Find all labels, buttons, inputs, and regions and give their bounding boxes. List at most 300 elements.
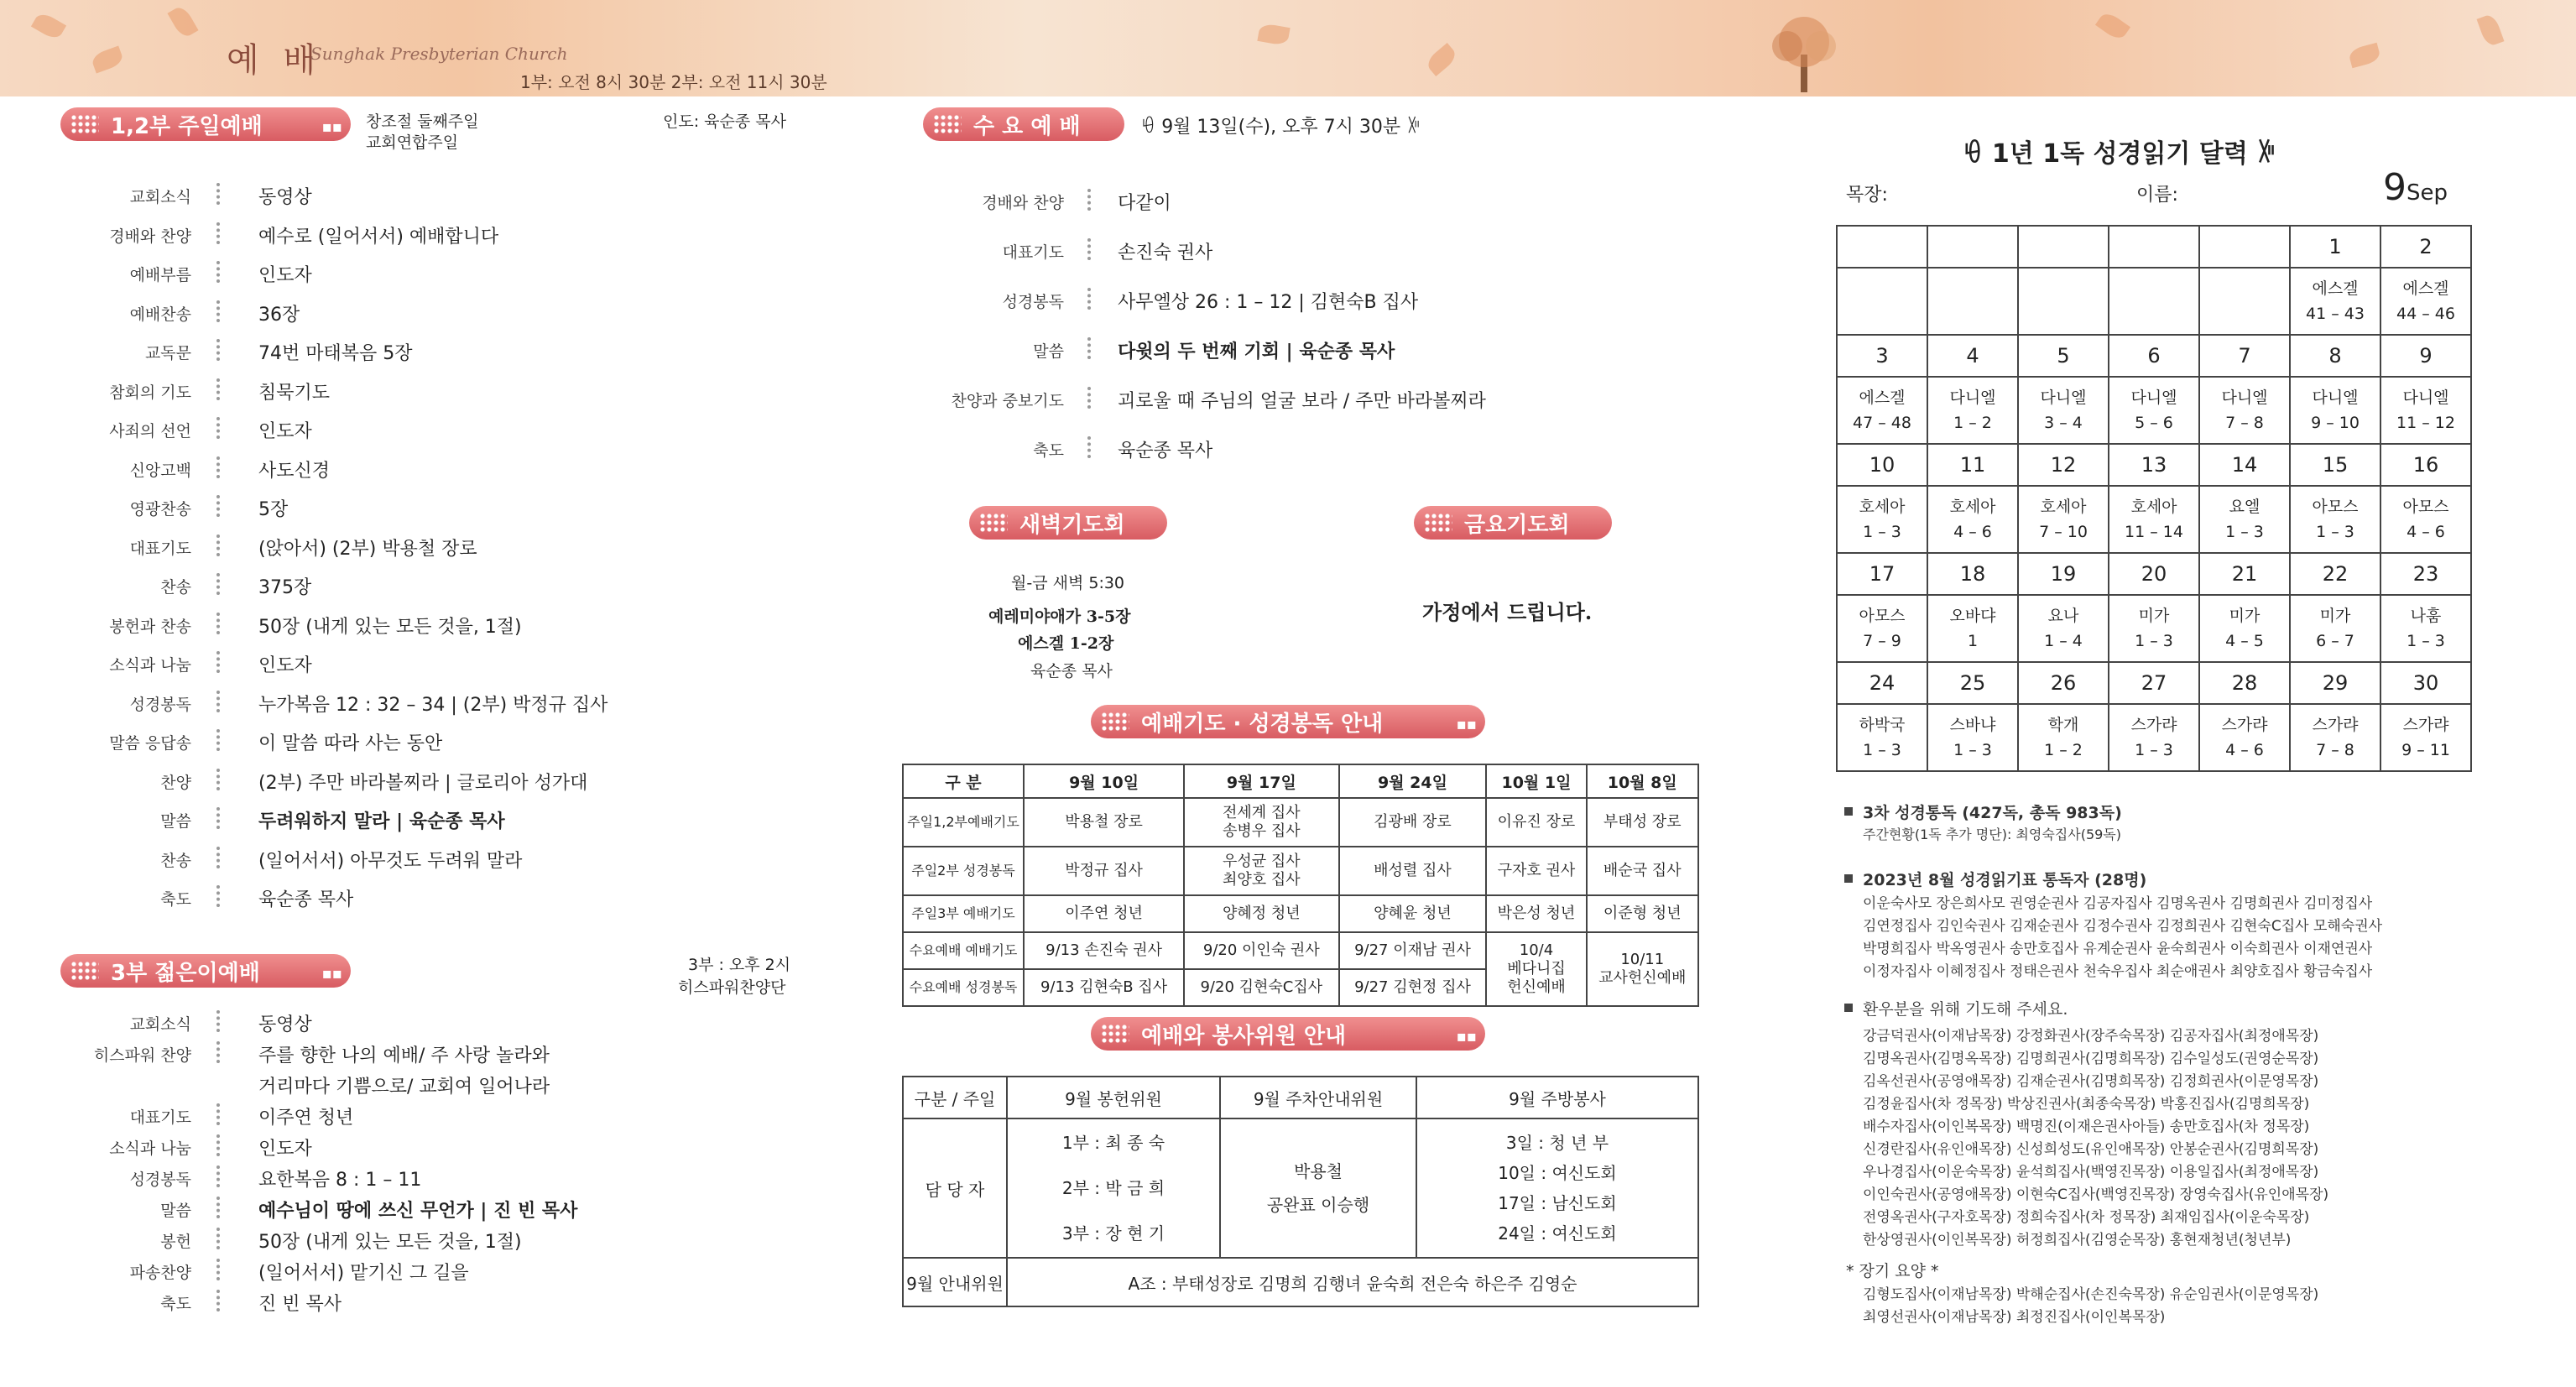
table-header: 구 분 [903,764,1024,798]
table-header: 10월 8일 [1587,764,1698,798]
table-header: 구분 / 주일 [903,1077,1007,1118]
order-label: 말씀 [160,1202,191,1220]
order-label: 말씀 [1033,342,1064,361]
reading-calendar [1836,225,2472,772]
order-label: 찬양과 중보기도 [951,392,1064,410]
order-value: 진 빈 목사 [258,1294,342,1315]
order-value: 동영상 [258,187,312,208]
finishers-title: 2023년 8월 성경읽기표 통독자 (28명) [1863,871,2147,889]
order-value: 이 말씀 따라 사는 동안 [258,733,443,754]
reading-title: 3차 성경통독 (427독, 총독 983독) [1863,804,2122,822]
dotted-separator [216,573,224,595]
list-item: 전영옥권사(구자호목장) 정희숙집사(차 정목장) 최재임집사(이운숙목장) [1863,1209,2310,1226]
order-value: 인도자 [258,421,312,442]
dotted-separator [216,613,224,634]
calendar-reading: 에스겔 41 – 43 [2290,268,2380,335]
dotted-separator [216,417,224,439]
calendar-day: 4 [1927,335,2018,377]
calendar-day: 19 [2018,553,2109,595]
calendar-day: 30 [2380,662,2471,704]
list-item: 김명옥권사(김명옥목장) 김명희권사(김명희목장) 김수일성도(권영순목장) [1863,1051,2319,1067]
table-header: 9월 봉헌위원 [1007,1077,1220,1118]
table-cell: 이준형 청년 [1587,895,1698,932]
order-value: 36장 [258,304,300,326]
list-item: 이인숙권사(공영애목장) 이현숙C집사(백영진목장) 장영숙집사(유인애목장) [1863,1186,2329,1203]
dotted-separator [216,534,224,556]
order-label: 봉헌 [160,1233,191,1251]
order-value: 5장 [258,499,289,520]
calendar-reading [2199,268,2290,335]
calendar-day: 1 [2290,226,2380,268]
order-value: (일어서서) 아무것도 두려워 말라 [258,850,523,872]
kitchen-cell [1416,1118,1698,1258]
order-label: 히스파워 찬양 [93,1046,191,1065]
dots-icon: ▪▪ [1456,716,1477,733]
list-item: 김정윤집사(차 정목장) 박상진권사(최종숙목장) 박홍진집사(김명희목장) [1863,1096,2310,1113]
table-cell: 박용철 장로 [1024,798,1184,847]
order-label: 교회소식 [129,188,191,206]
calendar-day: 26 [2018,662,2109,704]
dots-icon [1424,513,1452,533]
order-label: 축도 [160,1295,191,1313]
calendar-title: ꀺ 1년 1독 성경읽기 달력 ꀻ [1963,139,2276,169]
calendar-day: 13 [2109,444,2199,486]
calendar-reading: 다니엘 1 – 2 [1927,377,2018,444]
section-title: 예배기도 · 성경봉독 안내 [1141,711,1384,737]
calendar-day: 14 [2199,444,2290,486]
list-item: 김연정집사 김인숙권사 김재순권사 김정수권사 김정희권사 김현숙C집사 모해숙권사 [1863,918,2383,935]
list-item: 박명희집사 박옥영권사 송만호집사 유계순권사 윤숙희권사 이숙희권사 이재연권사 [1863,941,2373,957]
table-header: 9월 주차안내위원 [1220,1077,1416,1118]
section-sunday-service [60,107,351,141]
order-label: 파송찬양 [129,1264,191,1282]
section-dawn-prayer [969,506,1167,540]
wednesday-date: ꀺ 9월 13일(수), 오후 7시 30분 ꀻ [1141,117,1421,138]
dotted-separator [1087,436,1095,458]
order-value: 예수로 (일어서서) 예배합니다 [258,226,499,248]
calendar-reading [2018,268,2109,335]
calendar-reading [2109,268,2199,335]
parish-label: 목장: [1846,185,1888,206]
long-title: * 장기 요양 * [1846,1262,1939,1280]
calendar-reading: 요나 1 – 4 [2018,595,2109,662]
dotted-separator [216,769,224,790]
section-title: 3부 젊은이예배 [111,960,260,986]
order-value: 두려워하지 말라 | 육순종 목사 [258,811,505,832]
dawn-reading-2: 에스겔 1-2장 [1018,634,1114,653]
table-cell: 주일2부 성경봉독 [903,847,1024,895]
table-cell: 양혜정 청년 [1184,895,1338,932]
order-value: (2부) 주만 바라볼찌라 | 글로리아 성가대 [258,772,588,794]
bullet-icon [1844,874,1853,883]
table-cell: 이유진 장로 [1486,798,1586,847]
dotted-separator [216,729,224,751]
dawn-reading-1: 예레미야애가 3-5장 [988,607,1131,626]
calendar-reading: 스가랴 4 – 6 [2199,704,2290,771]
calendar-day: 23 [2380,553,2471,595]
calendar-reading: 호세아 4 – 6 [1927,486,2018,553]
table-cell: 전세계 집사 송병우 집사 [1184,798,1338,847]
order-label: 축도 [1033,441,1064,460]
dotted-separator [216,807,224,829]
order-value: 74번 마태복음 5장 [258,343,413,364]
order-value: 침묵기도 [258,382,331,404]
calendar-reading: 오바댜 1 [1927,595,2018,662]
parking-cell [1220,1118,1416,1258]
kitchen-1: 3일 : 청 년 부 [1505,1133,1609,1153]
order-label: 영광찬송 [129,500,191,519]
order-value: 괴로울 때 주님의 얼굴 보라 / 주만 바라볼찌라 [1118,391,1486,412]
offering-3: 3부 : 장 현 기 [1061,1223,1165,1244]
list-item: 이정자집사 이혜정집사 정태은권사 천숙우집사 최순애권사 최양호집사 황금숙집사 [1863,963,2373,980]
dots-icon [979,513,1008,533]
calendar-title-text: 1년 1독 성경읽기 달력 [1991,139,2248,169]
calendar-day [2199,226,2290,268]
table-cell: 주일1,2부예배기도 [903,798,1024,847]
table-cell: 10/4 베다니집 헌신예배 [1486,932,1586,1006]
calendar-day: 6 [2109,335,2199,377]
order-value: 50장 (내게 있는 모든 것을, 1절) [258,616,522,638]
order-label: 예배부름 [129,266,191,284]
calendar-day: 2 [2380,226,2471,268]
table-cell: 수요예배 성경봉독 [903,969,1024,1006]
table-cell: 9/20 이인숙 권사 [1184,932,1338,969]
parking-1: 박용철 [1294,1161,1343,1181]
order-label: 성경봉독 [1002,293,1064,311]
dotted-separator [216,300,224,322]
calendar-reading: 아모스 1 – 3 [2290,486,2380,553]
order-value: 거리마다 기쁨으로/ 교회여 일어나라 [258,1077,550,1098]
order-label: 성경봉독 [129,1171,191,1189]
calendar-reading: 다니엘 3 – 4 [2018,377,2109,444]
order-value: 주를 향한 나의 예배/ 주 사랑 놀라와 [258,1045,550,1066]
parking-2: 공완표 이승행 [1266,1195,1370,1215]
list-item: 배수자집사(이인복목장) 백명진(이재은권사아들) 송만호집사(차 정목장) [1863,1118,2310,1135]
kitchen-4: 24일 : 여신도회 [1498,1223,1617,1244]
section-friday-prayer [1414,506,1612,540]
calendar-day: 18 [1927,553,2018,595]
calendar-reading: 스가랴 1 – 3 [2109,704,2199,771]
order-value: 375장 [258,577,312,598]
list-item: 이운숙사모 장은희사모 권영순권사 김공자집사 김명옥권사 김명희권사 김미정집사 [1863,895,2373,912]
calendar-reading: 아모스 4 – 6 [2380,486,2471,553]
order-label: 교회소식 [129,1015,191,1034]
order-value: (일어서서) 맡기신 그 길을 [258,1263,469,1284]
dotted-separator [1087,288,1095,310]
order-label: 성경봉독 [129,695,191,714]
order-label: 경배와 찬양 [109,227,191,246]
order-label: 찬양 [160,773,191,792]
order-value: 육순종 목사 [258,889,354,910]
table-cell: 배성렬 집사 [1339,847,1487,895]
calendar-day: 8 [2290,335,2380,377]
calendar-month [2383,166,2448,209]
order-label: 대표기도 [129,1108,191,1127]
usher-list: A조 : 부태성장로 김명희 김행녀 윤숙희 전은숙 하은주 김영순 [1007,1258,1698,1306]
order-label: 경배와 찬양 [982,194,1064,212]
order-value: 육순종 목사 [1118,441,1213,461]
dots-icon [70,961,99,981]
kitchen-3: 17일 : 남신도회 [1498,1193,1617,1213]
wednesday-date-text: 9월 13일(수), 오후 7시 30분 [1161,117,1401,138]
order-value: 사무엘상 26 : 1 – 12 | 김현숙B 집사 [1118,292,1419,313]
calendar-day: 7 [2199,335,2290,377]
dotted-separator [216,651,224,673]
calendar-day: 17 [1837,553,1927,595]
order-value: 50장 (내게 있는 모든 것을, 1절) [258,1232,522,1253]
calendar-reading: 학개 1 – 2 [2018,704,2109,771]
calendar-reading: 다니엘 5 – 6 [2109,377,2199,444]
occasion-line-1: 창조절 둘째주일 [366,112,479,131]
table-header: 9월 17일 [1184,764,1338,798]
calendar-day: 15 [2290,444,2380,486]
dotted-separator [216,495,224,517]
row-label: 담 당 자 [903,1118,1007,1258]
calendar-day [1837,226,1927,268]
tree-icon [1754,8,1854,92]
calendar-reading: 하박국 1 – 3 [1837,704,1927,771]
calendar-day: 16 [2380,444,2471,486]
order-label: 대표기도 [129,539,191,558]
section-youth-service [60,954,351,988]
dotted-separator [1087,337,1095,359]
table-cell: 박은성 청년 [1486,895,1586,932]
list-item: 최영선권사(이재남목장) 최정진집사(이인복목장) [1863,1309,2166,1326]
calendar-day [2018,226,2109,268]
calendar-day: 5 [2018,335,2109,377]
page-title: 예 배 [227,41,322,80]
section-title: 수 요 예 배 [973,113,1081,139]
table-cell: 9/13 김현숙B 집사 [1024,969,1184,1006]
table-cell: 수요예배 예배기도 [903,932,1024,969]
order-value: 요한복음 8 : 1 – 11 [258,1170,422,1191]
dots-icon: ▪▪ [321,118,342,136]
calendar-reading: 호세아 7 – 10 [2018,486,2109,553]
order-value: (앉아서) (2부) 박용철 장로 [258,538,477,560]
calendar-reading: 미가 1 – 3 [2109,595,2199,662]
offering-cell [1007,1118,1220,1258]
calendar-day: 12 [2018,444,2109,486]
bullet-icon [1844,1004,1853,1012]
dots-icon [1101,712,1129,732]
youth-choir: 히스파워찬양단 [678,978,786,997]
table-header: 9월 주방봉사 [1416,1077,1698,1118]
order-label: 예배찬송 [129,305,191,324]
list-item: 신경란집사(유인애목장) 신성희성도(유인애목장) 안봉순권사(김명희목장) [1863,1141,2319,1158]
list-item: 김형도집사(이재남목장) 박해순집사(손진숙목장) 유순임권사(이문영목장) [1863,1286,2319,1303]
list-item: 김옥선권사(공영애목장) 김재순권사(김명희목장) 김정희권사(이문영목장) [1863,1073,2319,1090]
calendar-reading: 에스겔 44 – 46 [2380,268,2471,335]
dawn-time: 월-금 새벽 5:30 [1011,574,1125,592]
service-leader: 인도: 육순종 목사 [663,112,786,131]
calendar-reading: 스가랴 7 – 8 [2290,704,2380,771]
section-service-committee [1091,1017,1485,1051]
bullet-icon [1844,807,1853,816]
order-value: 사도신경 [258,460,331,482]
dotted-separator [216,1041,224,1063]
section-title: 1,2부 주일예배 [111,113,263,139]
calendar-day: 27 [2109,662,2199,704]
dotted-separator [216,339,224,361]
calendar-reading: 다니엘 7 – 8 [2199,377,2290,444]
dotted-separator [216,1228,224,1249]
table-cell: 9/13 손진숙 권사 [1024,932,1184,969]
list-item: 우나경집사(이운숙목장) 윤석희집사(백영진목장) 이용일집사(최정애목장) [1863,1164,2319,1181]
occasion-line-2: 교회연합주일 [366,133,459,152]
order-label: 대표기도 [1002,243,1064,262]
dots-icon: ▪▪ [1456,1028,1477,1045]
table-cell: 9/20 김현숙C집사 [1184,969,1338,1006]
section-title: 새벽기도회 [1019,512,1125,538]
dotted-separator [216,847,224,868]
dots-icon: ▪▪ [321,965,342,983]
calendar-reading: 에스겔 47 – 48 [1837,377,1927,444]
dotted-separator [216,1010,224,1032]
reading-sub: 주간현황(1독 추가 명단): 최영숙집사(59독) [1863,826,2121,842]
order-label: 찬송 [160,851,191,870]
table-cell: 우성균 집사 최양호 집사 [1184,847,1338,895]
calendar-reading [1837,268,1927,335]
dots-icon [70,114,99,134]
calendar-reading: 미가 4 – 5 [2199,595,2290,662]
order-value: 손진숙 권사 [1118,242,1213,263]
header-banner [0,0,2576,96]
church-name: Sunghak Presbyterian Church [310,44,568,64]
order-label: 신앙고백 [129,461,191,480]
youth-time: 3부 : 오후 2시 [688,956,791,974]
calendar-reading: 호세아 1 – 3 [1837,486,1927,553]
list-item: 한상영권사(이인복목장) 허정희집사(김영순목장) 홍현재청년(청년부) [1863,1232,2292,1249]
calendar-reading: 스가랴 9 – 11 [2380,704,2471,771]
order-value: 인도자 [258,655,312,676]
order-value: 인도자 [258,265,312,286]
table-cell: 배순국 집사 [1587,847,1698,895]
order-value: 예수님이 땅에 쓰신 무언가 | 진 빈 목사 [258,1200,578,1222]
calendar-day: 25 [1927,662,2018,704]
dots-icon [1101,1024,1129,1044]
table-cell: 부태성 장로 [1587,798,1698,847]
table-header: 10월 1일 [1486,764,1586,798]
dotted-separator [216,183,224,205]
calendar-day: 24 [1837,662,1927,704]
table-cell: 10/11 교사헌신예배 [1587,932,1698,1006]
calendar-day: 28 [2199,662,2290,704]
month-en: Sep [2407,180,2448,206]
prayer-schedule-table [902,764,1699,1007]
name-label: 이름: [2136,185,2178,206]
calendar-day: 22 [2290,553,2380,595]
calendar-reading: 스바냐 1 – 3 [1927,704,2018,771]
dotted-separator [216,1259,224,1280]
section-title: 예배와 봉사위원 안내 [1141,1023,1347,1049]
table-cell: 이주연 청년 [1024,895,1184,932]
calendar-reading: 다니엘 9 – 10 [2290,377,2380,444]
table-cell: 9/27 이재남 권사 [1339,932,1487,969]
kitchen-2: 10일 : 여신도회 [1498,1163,1617,1183]
dotted-separator [216,261,224,283]
dotted-separator [216,378,224,400]
calendar-day: 11 [1927,444,2018,486]
calendar-reading: 미가 6 – 7 [2290,595,2380,662]
dotted-separator [216,1134,224,1156]
dotted-separator [216,885,224,907]
calendar-day: 10 [1837,444,1927,486]
dotted-separator [216,1165,224,1187]
order-label: 교독문 [144,344,191,362]
dotted-separator [216,691,224,712]
offering-1: 1부 : 최 종 숙 [1061,1133,1165,1153]
dotted-separator [1087,387,1095,409]
order-label: 소식과 나눔 [109,656,191,675]
section-prayer-guide [1091,705,1485,738]
section-wednesday-service [923,107,1124,141]
dawn-preacher: 육순종 목사 [1030,662,1113,680]
calendar-reading: 다니엘 11 – 12 [2380,377,2471,444]
month-number: 9 [2383,166,2407,209]
calendar-day: 3 [1837,335,1927,377]
order-label: 봉헌과 찬송 [109,617,191,636]
offering-2: 2부 : 박 금 희 [1061,1178,1165,1198]
friday-note: 가정에서 드립니다. [1422,600,1593,624]
dotted-separator [216,1103,224,1125]
section-title: 금요기도회 [1464,512,1570,538]
table-header: 9월 10일 [1024,764,1184,798]
calendar-day: 20 [2109,553,2199,595]
calendar-day: 21 [2199,553,2290,595]
order-value: 동영상 [258,1014,312,1035]
dotted-separator [1087,189,1095,211]
calendar-reading: 나훔 1 – 3 [2380,595,2471,662]
service-times: 1부: 오전 8시 30분 2부: 오전 11시 30분 [520,72,827,92]
order-label: 말씀 응답송 [109,734,191,753]
table-cell: 박정규 집사 [1024,847,1184,895]
calendar-reading [1927,268,2018,335]
dots-icon [933,114,962,134]
calendar-reading: 아모스 7 – 9 [1837,595,1927,662]
order-label: 소식과 나눔 [109,1139,191,1158]
dotted-separator [216,1290,224,1311]
order-label: 말씀 [160,812,191,831]
order-value: 이주연 청년 [258,1108,354,1129]
calendar-reading: 호세아 11 – 14 [2109,486,2199,553]
order-value: 다윗의 두 번째 기회 | 육순종 목사 [1118,341,1395,362]
dotted-separator [216,1197,224,1218]
order-label: 찬송 [160,578,191,597]
calendar-day [2109,226,2199,268]
order-value: 다같이 [1118,193,1171,214]
order-label: 참회의 기도 [109,383,191,402]
service-committee-table [902,1076,1699,1307]
list-item: 강금덕권사(이재남목장) 강정화권사(장주숙목장) 김공자집사(최정애목장) [1863,1028,2319,1045]
dotted-separator [1087,238,1095,260]
calendar-day [1927,226,2018,268]
order-label: 사죄의 선언 [109,422,191,441]
order-label: 축도 [160,890,191,909]
calendar-day: 9 [2380,335,2471,377]
calendar-day: 29 [2290,662,2380,704]
usher-label: 9월 안내위원 [903,1258,1007,1306]
calendar-reading: 요엘 1 – 3 [2199,486,2290,553]
order-value: 인도자 [258,1139,312,1160]
table-header: 9월 24일 [1339,764,1487,798]
table-cell: 구자호 권사 [1486,847,1586,895]
table-cell: 김광배 장로 [1339,798,1487,847]
sick-title: 환우분을 위해 기도해 주세요. [1863,1000,2068,1019]
table-cell: 양혜윤 청년 [1339,895,1487,932]
table-cell: 9/27 김현정 집사 [1339,969,1487,1006]
dotted-separator [216,222,224,244]
dotted-separator [216,456,224,478]
